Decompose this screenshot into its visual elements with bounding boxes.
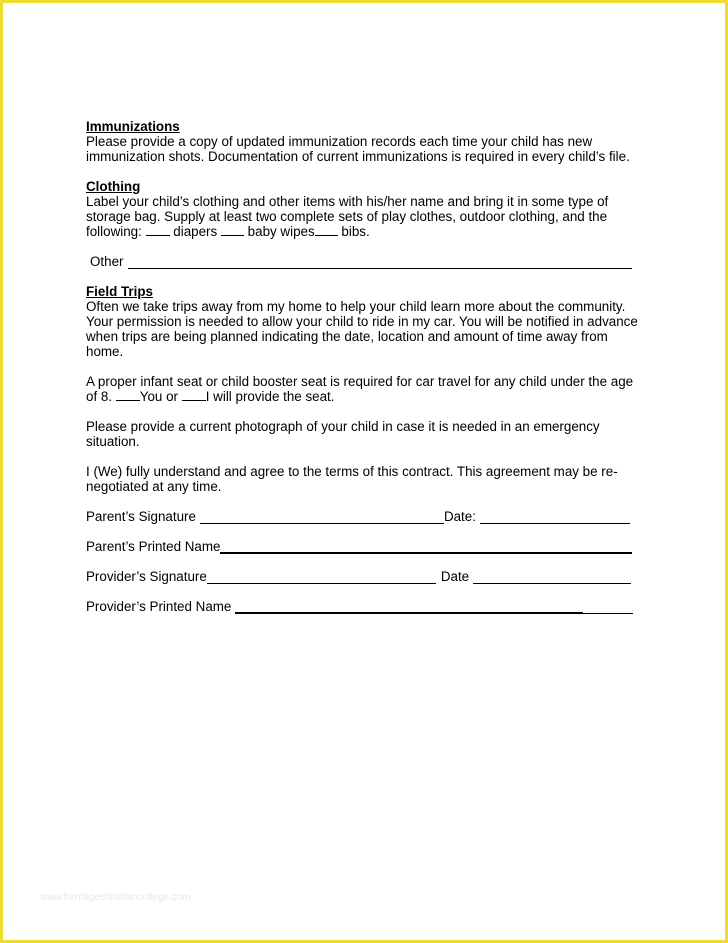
other-label: Other [90, 254, 124, 269]
photo-text: Please provide a current photograph of your child in case it is needed in an emergency situation. [86, 419, 600, 449]
provider-name-label: Provider’s Printed Name [86, 599, 232, 614]
clothing-text [86, 194, 646, 239]
bibs-blank[interactable] [315, 224, 338, 236]
field-trips-text: Often we take trips away from my home to help your child learn more about the community. Your permission is needed to allow your child to ride in my car. You will be notified in advance when trips are being planned indicating the date, location and amount of time away from home. [86, 299, 638, 359]
i-will-label: I will provide the seat. [205, 389, 335, 404]
car-seat-text-start: A proper infant seat or child booster seat is required for car travel for any child under the age of 8. [86, 374, 634, 404]
parent-date-line[interactable] [480, 511, 630, 524]
wipes-label: baby wipes [247, 224, 315, 239]
you-blank[interactable] [116, 389, 140, 401]
provider-signature-row [86, 569, 646, 584]
field-trips-title: Field Trips [86, 284, 153, 299]
wipes-blank[interactable] [221, 224, 244, 236]
parent-date-label: Date: [443, 509, 476, 524]
immunizations-title: Immunizations [86, 119, 180, 134]
provider-date-line[interactable] [473, 571, 631, 584]
provider-signature-line[interactable] [207, 571, 436, 584]
parent-name-row [86, 539, 646, 554]
provider-name-line-ext[interactable] [583, 601, 633, 614]
immunizations-text: Please provide a copy of updated immunization records each time your child has new immunization shots. Documentation of current immunizations is required in every child’s file. [86, 134, 630, 164]
contract-page [86, 119, 646, 614]
provider-name-line[interactable] [235, 600, 583, 614]
parent-signature-label: Parent’s Signature [86, 509, 196, 524]
diapers-label: diapers [173, 224, 218, 239]
agreement-text: I (We) fully understand and agree to the terms of this contract. This agreement may be re-negotiated at any time. [86, 464, 618, 494]
provider-name-row [86, 599, 646, 614]
parent-signature-line[interactable] [200, 511, 444, 524]
other-row [86, 254, 646, 269]
diapers-blank[interactable] [146, 224, 170, 236]
other-line[interactable] [128, 256, 632, 269]
provider-date-label: Date [440, 569, 470, 584]
parent-name-line[interactable] [220, 540, 632, 554]
i-will-blank[interactable] [182, 389, 206, 401]
provider-signature-label: Provider’s Signature [86, 569, 207, 584]
car-seat-text [86, 374, 646, 404]
parent-name-label: Parent’s Printed Name [86, 539, 221, 554]
bibs-label: bibs. [341, 224, 370, 239]
watermark-text: www.heritagechristiancollege.com [40, 892, 191, 903]
you-or-label: You or [139, 389, 182, 404]
clothing-text-start: Label your child’s clothing and other items with his/her name and bring it in some type of storage bag. Supply at least two complete sets of play clothes, outdoor clothing, and the following: [86, 194, 609, 239]
clothing-title: Clothing [86, 179, 141, 194]
parent-signature-row [86, 509, 646, 524]
